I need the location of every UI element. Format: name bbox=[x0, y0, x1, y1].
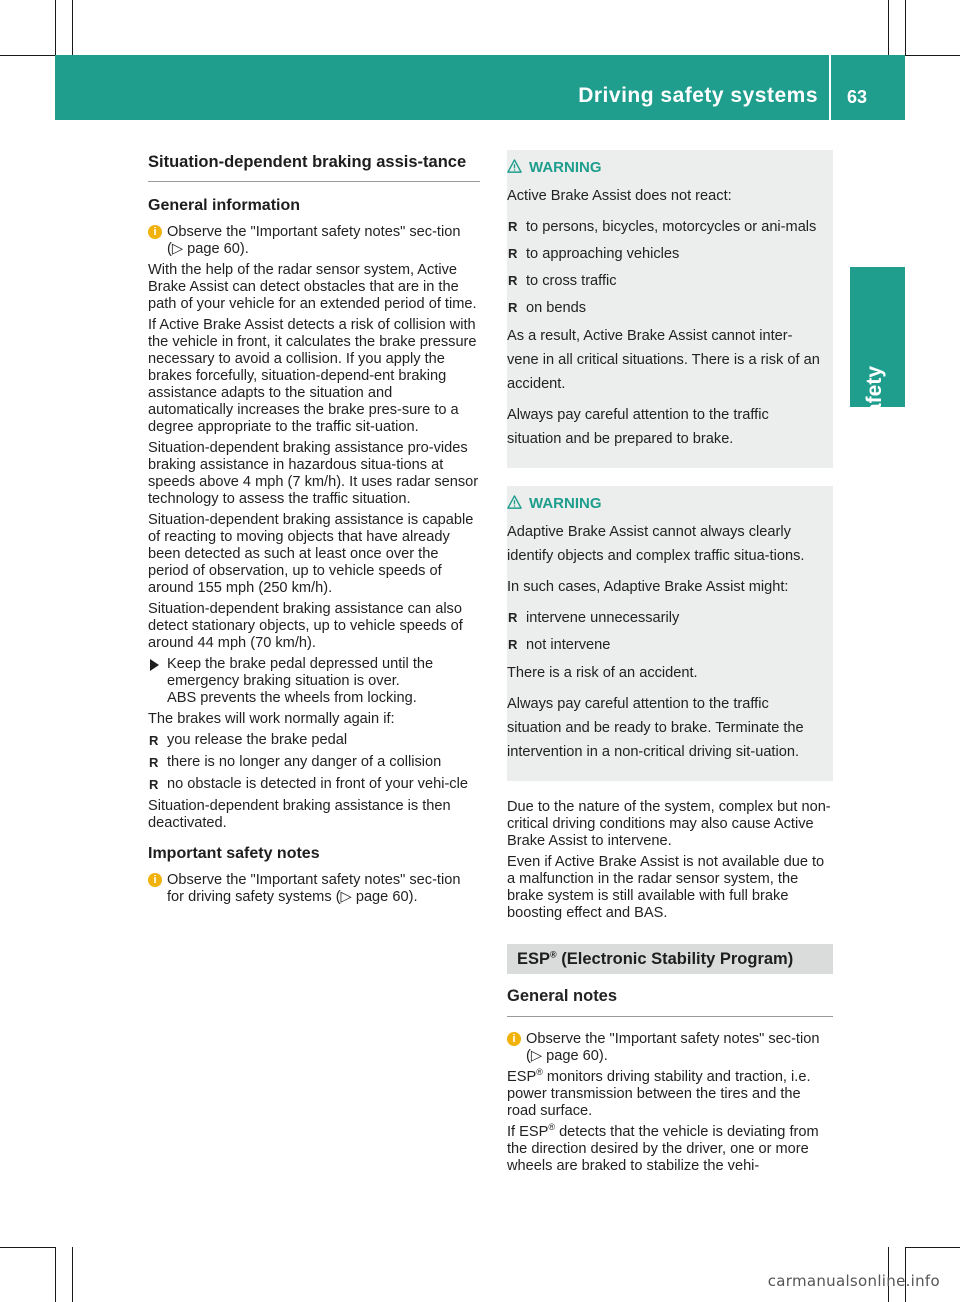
warning-text: Always pay careful attention to the traffic situation and be prepared to brake. bbox=[507, 407, 769, 447]
list-item: R no obstacle is detected in front of your vehi-cle bbox=[149, 776, 468, 792]
header-title: Driving safety systems bbox=[578, 84, 818, 107]
bullet-icon: R bbox=[149, 755, 159, 770]
list-item: R to persons, bicycles, motorcycles or ani-mals bbox=[507, 215, 823, 239]
section-title: Situation-dependent braking assis-tance bbox=[148, 150, 480, 182]
esp-section-heading: ESP® (Electronic Stability Program) bbox=[507, 944, 833, 974]
crop-mark bbox=[72, 1247, 73, 1302]
info-note bbox=[148, 224, 480, 258]
bullet-icon: R bbox=[508, 246, 518, 261]
crop-mark bbox=[0, 1247, 55, 1248]
brakes-list bbox=[148, 732, 480, 793]
warning-list bbox=[507, 215, 823, 320]
info-text: Observe the "Important safety notes" sec-tion for driving safety systems (▷ page 60). bbox=[167, 872, 461, 905]
warning-text: Active Brake Assist does not react: bbox=[507, 188, 732, 204]
paragraph: Situation-dependent braking assistance is then deactivated. bbox=[148, 798, 451, 831]
action-step bbox=[148, 656, 480, 707]
crop-mark bbox=[905, 1247, 960, 1248]
warning-header bbox=[507, 158, 823, 178]
watermark: carmanualsonline.info bbox=[767, 1272, 940, 1290]
paragraph: ESP® monitors driving stability and traction, i.e. power transmission between the tires and the road surface. bbox=[507, 1067, 811, 1119]
page-number: 63 bbox=[846, 87, 867, 107]
paragraph: The brakes will work normally again if: bbox=[148, 711, 395, 727]
warning-triangle-icon bbox=[507, 159, 522, 174]
crop-mark bbox=[72, 0, 73, 55]
chapter-tab[interactable] bbox=[850, 267, 905, 429]
header-divider bbox=[829, 55, 831, 120]
warning-box bbox=[507, 486, 833, 781]
warning-box bbox=[507, 150, 833, 468]
bullet-icon: R bbox=[508, 610, 518, 625]
crop-mark bbox=[888, 0, 889, 55]
warning-label: WARNING bbox=[529, 159, 602, 176]
list-item: R not intervene bbox=[507, 633, 823, 657]
crop-mark bbox=[905, 55, 960, 56]
bullet-icon: R bbox=[508, 300, 518, 315]
warning-list bbox=[507, 606, 823, 657]
warning-text: In such cases, Adaptive Brake Assist might: bbox=[507, 579, 789, 595]
action-note: ABS prevents the wheels from locking. bbox=[167, 690, 417, 706]
info-note bbox=[507, 1031, 833, 1065]
warning-label: WARNING bbox=[529, 495, 602, 512]
warning-text: As a result, Active Brake Assist cannot inter-vene in all critical situations. There is a risk of an accident. bbox=[507, 328, 820, 392]
action-text: Keep the brake pedal depressed until the emergency braking situation is over. bbox=[167, 656, 434, 689]
crop-mark bbox=[0, 55, 55, 56]
right-column bbox=[507, 150, 833, 1179]
bullet-icon: R bbox=[149, 777, 159, 792]
safety-notes-heading: Important safety notes bbox=[148, 845, 320, 862]
list-item: R you release the brake pedal bbox=[149, 732, 348, 748]
crop-mark bbox=[55, 1247, 56, 1302]
warning-header bbox=[507, 494, 823, 514]
bullet-icon: R bbox=[508, 273, 518, 288]
info-text: Observe the "Important safety notes" sec-tion (▷ page 60). bbox=[167, 224, 461, 257]
paragraph: Even if Active Brake Assist is not available due to a malfunction in the radar sensor system, the brake system is still available with full brake boosting effect and BAS. bbox=[507, 854, 825, 921]
arrow-right-icon bbox=[150, 659, 159, 671]
paragraph: With the help of the radar sensor system, Active Brake Assist can detect obstacles that are in the path of your vehicle for an extended period of time. bbox=[148, 262, 477, 312]
list-item: R on bends bbox=[507, 296, 823, 320]
general-notes-heading: General notes bbox=[507, 986, 833, 1017]
paragraph: If ESP® detects that the vehicle is deviating from the direction desired by the driver, one or more wheels are braked to stabilize the vehi- bbox=[507, 1122, 819, 1174]
paragraph: If Active Brake Assist detects a risk of collision with the vehicle in front, it calculates the brake pressure necessary to avoid a collision. If you apply the brakes forcefully, situation-depend-ent braking assistance adapts to the situation and automatically increases the brake pres-sure to a degree appropriate to the traffic sit-uation. bbox=[148, 317, 477, 435]
warning-triangle-icon bbox=[507, 495, 522, 510]
paragraph: Situation-dependent braking assistance is capable of reacting to moving objects that have already been detected as such at least once over the period of observation, up to vehicle speeds of around 155 mph (250 km/h). bbox=[148, 512, 474, 596]
paragraph: Due to the nature of the system, complex but non-critical driving conditions may also cause Active Brake Assist to intervene. bbox=[507, 799, 831, 849]
paragraph: Situation-dependent braking assistance pro-vides braking assistance in hazardous situa-tions at speeds above 4 mph (7 km/h). It uses radar sensor technology to assess the traffic situation. bbox=[148, 440, 479, 507]
crop-mark bbox=[55, 0, 56, 55]
warning-text: Always pay careful attention to the traffic situation and be ready to brake. Terminate the intervention in a non-critical driving sit-uation. bbox=[507, 696, 804, 760]
paragraph: Situation-dependent braking assistance can also detect stationary objects, up to vehicle speeds of around 44 mph (70 km/h). bbox=[148, 601, 463, 651]
list-item: R intervene unnecessarily bbox=[507, 606, 823, 630]
info-icon: i bbox=[148, 225, 162, 239]
general-information-heading: General information bbox=[148, 197, 301, 214]
left-column bbox=[148, 150, 480, 910]
bullet-icon: R bbox=[149, 733, 159, 748]
crop-mark bbox=[905, 0, 906, 55]
list-item: R to cross traffic bbox=[507, 269, 823, 293]
list-item: R there is no longer any danger of a collision bbox=[149, 754, 442, 770]
info-text: Observe the "Important safety notes" sec-tion (▷ page 60). bbox=[526, 1031, 820, 1064]
chapter-tab-label: Safety bbox=[863, 365, 886, 429]
info-icon: i bbox=[148, 873, 162, 887]
info-icon: i bbox=[507, 1032, 521, 1046]
warning-text: There is a risk of an accident. bbox=[507, 665, 698, 681]
warning-text: Adaptive Brake Assist cannot always clearly identify objects and complex traffic situa-tions. bbox=[507, 524, 805, 564]
bullet-icon: R bbox=[508, 219, 518, 234]
info-note bbox=[148, 872, 480, 906]
page-header bbox=[55, 55, 905, 120]
list-item: R to approaching vehicles bbox=[507, 242, 823, 266]
bullet-icon: R bbox=[508, 637, 518, 652]
